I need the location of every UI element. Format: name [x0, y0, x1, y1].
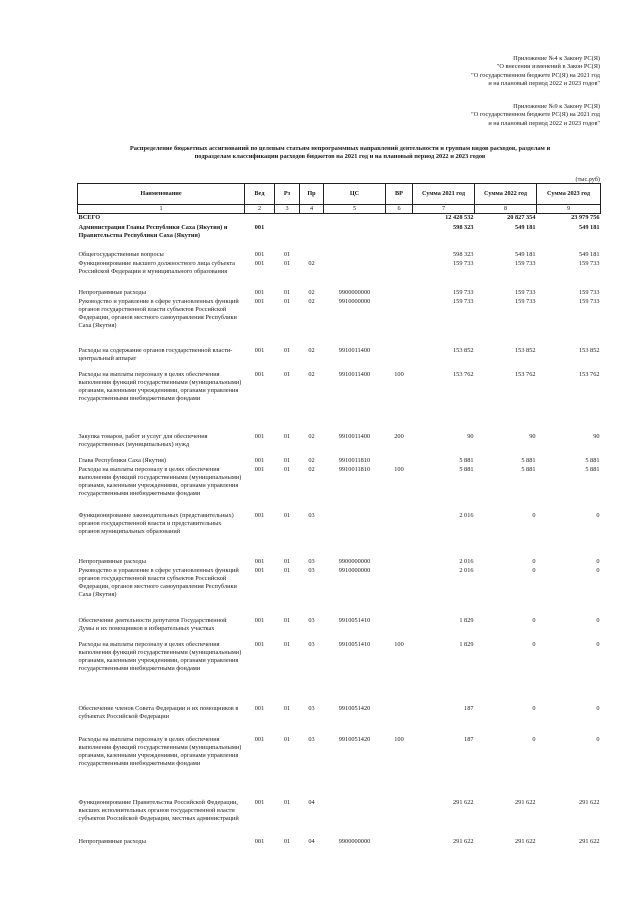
- row-vr-cell: [386, 617, 413, 641]
- row-vr-cell: [386, 224, 413, 251]
- col-number: 8: [475, 205, 537, 214]
- row-rz-cell: 01: [283, 735, 291, 743]
- row-name-cell: Расходы на выплаты персоналу в целях обеспечения выполнения функций государственными (муниципальными) органами, казенными учреждениями, органами управления государственными внебюджетными фондами: [78, 640, 242, 672]
- row-sum-2023-cell: 291 622: [579, 798, 600, 806]
- row-sum-2022-cell: 159 733: [515, 288, 536, 296]
- row-sum-2023-cell: 549 181: [579, 250, 600, 258]
- row-sum-2022-cell: 0: [532, 557, 536, 565]
- row-sum-2021-cell: 2 016: [459, 557, 474, 565]
- table-row: [78, 224, 601, 251]
- col-number: 9: [537, 205, 601, 214]
- col-number: 2: [245, 205, 275, 214]
- annex-line: "О государственном бюджете РС(Я) на 2021 год: [471, 111, 600, 119]
- row-vr-cell: [386, 251, 413, 260]
- row-pr-cell: [300, 251, 324, 260]
- row-ved-cell: 001: [254, 640, 265, 648]
- row-ved-cell: 001: [254, 557, 265, 565]
- row-rz-cell: 01: [283, 557, 291, 565]
- row-pr-cell: [300, 224, 324, 251]
- row-sum-2021-cell: 90: [467, 432, 474, 440]
- row-rz-cell: 01: [283, 250, 291, 258]
- row-name-cell: Расходы на содержание органов государственной власти- центральный аппарат: [78, 346, 233, 362]
- col-number: 4: [300, 205, 324, 214]
- table-row: [78, 736, 601, 799]
- row-sum-2022-cell: 0: [532, 616, 536, 624]
- row-pr-cell: 02: [308, 288, 315, 296]
- row-pr-cell: 02: [308, 259, 315, 267]
- table-row: [78, 512, 601, 558]
- row-name-cell: Общегосударственные вопросы: [78, 250, 164, 258]
- header-row: [78, 184, 601, 205]
- table-row: [78, 260, 601, 289]
- row-sum-2021-cell: 153 762: [453, 370, 474, 378]
- row-sum-2021-cell: 187: [464, 735, 474, 743]
- col-header-cs: ЦС: [324, 184, 386, 205]
- row-sum-2022-cell: 0: [532, 735, 536, 743]
- annex-line: и на плановый период 2022 и 2023 годов": [488, 80, 600, 88]
- row-ved-cell: 001: [254, 456, 265, 464]
- row-ved-cell: 001: [254, 704, 265, 712]
- row-cs-cell: 9910000000: [338, 297, 371, 305]
- table-row: [78, 567, 601, 617]
- row-sum-2023-cell: 0: [596, 566, 600, 574]
- row-ved-cell: 001: [254, 288, 265, 296]
- row-rz-cell: 01: [283, 704, 291, 712]
- row-vr-cell: [386, 214, 413, 224]
- row-cs-cell: [324, 799, 386, 838]
- table-row: [78, 371, 601, 433]
- row-rz-cell: 01: [283, 465, 291, 473]
- row-vr-cell: 200: [394, 432, 404, 440]
- annex-line: и на плановый период 2022 и 2023 годов": [488, 119, 600, 127]
- table-row: [78, 347, 601, 371]
- row-pr-cell: 03: [308, 640, 315, 648]
- row-sum-2021-cell: 291 622: [453, 837, 474, 845]
- row-sum-2022-cell: 5 881: [521, 465, 536, 473]
- row-pr-cell: 03: [308, 704, 315, 712]
- row-sum-2021-cell: 2 016: [459, 566, 474, 574]
- row-pr-cell: 03: [308, 557, 315, 565]
- row-sum-2022-cell: 90: [529, 432, 536, 440]
- annex-line: "О государственном бюджете РС(Я) на 2021 год: [471, 71, 600, 79]
- row-rz-cell: 01: [283, 346, 291, 354]
- row-sum-2022-cell: 291 622: [515, 837, 536, 845]
- row-cs-cell: 9900000000: [338, 288, 371, 296]
- row-ved-cell: 001: [254, 798, 265, 806]
- col-number: 7: [413, 205, 475, 214]
- row-vr-cell: [386, 289, 413, 298]
- row-pr-cell: 02: [308, 297, 315, 305]
- row-sum-2021-cell: 1 829: [459, 616, 474, 624]
- row-pr-cell: 04: [308, 837, 315, 845]
- row-name-cell: Руководство и управление в сфере установленных функций органов государственной власти субъектов Российской Федерации, органов местного самоуправления Республики Саха (Якутия): [78, 297, 239, 329]
- row-vr-cell: 100: [394, 735, 404, 743]
- row-vr-cell: [386, 347, 413, 371]
- row-rz-cell: [275, 214, 300, 224]
- row-rz-cell: 01: [283, 798, 291, 806]
- row-cs-cell: 9910011400: [338, 346, 371, 354]
- row-vr-cell: [386, 705, 413, 736]
- row-name-cell: Администрация Главы Республики Саха (Якутия) и Правительства Республики Саха (Якутия): [78, 223, 228, 239]
- row-cs-cell: [324, 251, 386, 260]
- annex-line: "О внесении изменений в Закон РС(Я): [496, 63, 600, 71]
- row-sum-2023-cell: 0: [596, 704, 600, 712]
- row-sum-2021-cell: 598 323: [453, 250, 474, 258]
- row-cs-cell: [324, 224, 386, 251]
- row-pr-cell: 02: [308, 432, 315, 440]
- row-vr-cell: 100: [394, 465, 404, 473]
- row-name-cell: Расходы на выплаты персоналу в целях обеспечения выполнения функций государственными (муниципальными) органами, казенными учреждениями, органами управления государственными внебюджетными фондами: [78, 735, 242, 767]
- column-number-row: [78, 205, 601, 214]
- row-sum-2023-cell: 0: [596, 616, 600, 624]
- row-ved-cell: 001: [254, 297, 265, 305]
- row-cs-cell: 9910000000: [338, 566, 371, 574]
- row-name-cell: Непрограммные расходы: [78, 837, 146, 845]
- row-sum-2022-cell: 0: [532, 566, 536, 574]
- table-row: [78, 214, 601, 224]
- row-sum-2022-cell: 153 762: [515, 370, 536, 378]
- row-pr-cell: [300, 214, 324, 224]
- table-row: [78, 298, 601, 347]
- row-ved-cell: 001: [254, 837, 265, 845]
- row-cs-cell: 9910051410: [338, 616, 371, 624]
- row-sum-2023-cell: 5 881: [585, 456, 600, 464]
- row-vr-cell: [386, 799, 413, 838]
- row-rz-cell: 01: [283, 640, 291, 648]
- row-name-cell: ВСЕГО: [78, 214, 101, 221]
- row-cs-cell: 9910051410: [338, 640, 371, 648]
- row-sum-2023-cell: 0: [596, 735, 600, 743]
- row-sum-2022-cell: 0: [532, 704, 536, 712]
- row-sum-2021-cell: 2 016: [459, 511, 474, 519]
- row-name-cell: Закупка товаров, работ и услуг для обеспечения государственных (муниципальных) нужд: [78, 432, 208, 448]
- annex-9-header: [471, 103, 600, 128]
- row-ved-cell: 001: [254, 346, 265, 354]
- row-rz-cell: [275, 224, 300, 251]
- row-name-cell: Расходы на выплаты персоналу в целях обеспечения выполнения функций государственными (муниципальными) органами, казенными учреждениями, органами управления государственными внебюджетными фондами: [78, 370, 242, 402]
- row-rz-cell: 01: [283, 511, 291, 519]
- row-sum-2022-cell: 5 881: [521, 456, 536, 464]
- col-header-vr: ВР: [386, 184, 413, 205]
- row-rz-cell: 01: [283, 259, 291, 267]
- row-vr-cell: [386, 260, 413, 289]
- row-sum-2023-cell: 0: [596, 511, 600, 519]
- row-sum-2021-cell: 159 733: [453, 288, 474, 296]
- budget-table: [77, 183, 601, 848]
- row-pr-cell: 03: [308, 566, 315, 574]
- row-cs-cell: 9900000000: [338, 837, 371, 845]
- row-cs-cell: [324, 214, 386, 224]
- col-header-rz: Рз: [275, 184, 300, 205]
- row-sum-2022-cell: 0: [532, 640, 536, 648]
- row-rz-cell: 01: [283, 837, 291, 845]
- row-sum-2021-cell: 1 829: [459, 640, 474, 648]
- document-title: [80, 145, 600, 162]
- col-header-sum-2023: Сумма 2023 год: [537, 184, 601, 205]
- row-vr-cell: [386, 838, 413, 848]
- row-sum-2021-cell: 159 733: [453, 259, 474, 267]
- row-pr-cell: 02: [308, 370, 315, 378]
- row-name-cell: Глава Республики Саха (Якутия): [78, 456, 166, 464]
- row-sum-2021-cell: 291 622: [453, 798, 474, 806]
- table-row: [78, 799, 601, 838]
- row-name-cell: Функционирование законодательных (представительных) органов государственной власти и представительных органов муниципальных образований: [78, 511, 234, 535]
- row-vr-cell: [386, 298, 413, 347]
- table-row: [78, 705, 601, 736]
- col-header-ved: Вед: [245, 184, 275, 205]
- row-name-cell: Руководство и управление в сфере установленных функций органов государственной власти субъектов Российской Федерации, органов местного самоуправления Республики Саха (Якутия): [78, 566, 239, 598]
- row-vr-cell: 100: [394, 370, 404, 378]
- annex-line: Приложение №9 к Закону РС(Я): [513, 103, 600, 110]
- row-name-cell: Обеспечение членов Совета Федерации и их помощников в субъектах Российской Федерации: [78, 704, 239, 720]
- row-sum-2023-cell: 5 881: [585, 465, 600, 473]
- row-name-cell: Непрограммные расходы: [78, 288, 146, 296]
- table-row: [78, 466, 601, 512]
- row-name-cell: Функционирование высшего должностного лица субъекта Российской Федерации и муниципального образования: [78, 259, 235, 275]
- row-name-cell: Обеспечение деятельности депутатов Государственной Думы и их помощников в избирательных участках: [78, 616, 227, 632]
- row-cs-cell: 9910051420: [338, 735, 371, 743]
- row-cs-cell: [324, 512, 386, 558]
- row-sum-2023-cell: 159 733: [579, 297, 600, 305]
- row-ved-cell: 001: [254, 432, 265, 440]
- row-name-cell: Функционирование Правительства Российской Федерации, высших исполнительных органов государственной власти субъектов Российской Федерации, местных администраций: [78, 798, 239, 822]
- row-sum-2021-cell: 598 323: [453, 223, 474, 231]
- table-row: [78, 838, 601, 848]
- row-pr-cell: 02: [308, 465, 315, 473]
- col-number: 6: [386, 205, 413, 214]
- row-ved-cell: 001: [254, 223, 265, 231]
- table-body: [78, 214, 601, 848]
- row-sum-2021-cell: 187: [464, 704, 474, 712]
- row-vr-cell: 100: [394, 640, 404, 648]
- row-sum-2022-cell: 549 181: [515, 250, 536, 258]
- row-sum-2021-cell: 12 428 532: [445, 214, 474, 221]
- row-ved-cell: 001: [254, 465, 265, 473]
- row-vr-cell: [386, 457, 413, 466]
- row-cs-cell: [324, 260, 386, 289]
- row-sum-2022-cell: 159 733: [515, 259, 536, 267]
- row-ved-cell: 001: [254, 259, 265, 267]
- row-sum-2023-cell: 23 979 756: [571, 214, 600, 221]
- row-rz-cell: 01: [283, 297, 291, 305]
- row-sum-2023-cell: 153 852: [579, 346, 600, 354]
- row-sum-2022-cell: 549 181: [515, 223, 536, 231]
- row-cs-cell: 9910011810: [338, 465, 371, 473]
- annex-4-header: [471, 55, 600, 89]
- row-sum-2022-cell: 153 852: [515, 346, 536, 354]
- col-number: 3: [275, 205, 300, 214]
- row-sum-2023-cell: 549 181: [579, 223, 600, 231]
- col-number: 5: [324, 205, 386, 214]
- row-sum-2023-cell: 90: [593, 432, 600, 440]
- unit-label: (тыс.руб): [575, 176, 600, 183]
- row-sum-2021-cell: 5 881: [459, 456, 474, 464]
- table-row: [78, 433, 601, 457]
- row-sum-2023-cell: 0: [596, 557, 600, 565]
- col-header-sum-2021: Сумма 2021 год: [413, 184, 475, 205]
- row-sum-2022-cell: 20 827 354: [507, 214, 536, 221]
- row-pr-cell: 03: [308, 735, 315, 743]
- row-sum-2022-cell: 159 733: [515, 297, 536, 305]
- col-header-sum-2022: Сумма 2022 год: [475, 184, 537, 205]
- row-ved-cell: [245, 214, 275, 224]
- row-sum-2021-cell: 5 881: [459, 465, 474, 473]
- table-row: [78, 251, 601, 260]
- col-header-name: Наименование: [78, 184, 245, 205]
- row-ved-cell: 001: [254, 370, 265, 378]
- row-ved-cell: 001: [254, 511, 265, 519]
- title-line: Распределение бюджетных ассигнований по целевым статьям непрограммных направлений деятельности и группам видов расходов, разделам и: [129, 145, 551, 152]
- row-ved-cell: 001: [254, 566, 265, 574]
- row-sum-2023-cell: 291 622: [579, 837, 600, 845]
- row-vr-cell: [386, 567, 413, 617]
- table-row: [78, 289, 601, 298]
- row-rz-cell: 01: [283, 566, 291, 574]
- row-cs-cell: 9910051420: [338, 704, 371, 712]
- row-cs-cell: 9900000000: [338, 557, 371, 565]
- row-ved-cell: 001: [254, 616, 265, 624]
- row-sum-2022-cell: 291 622: [515, 798, 536, 806]
- row-sum-2021-cell: 159 733: [453, 297, 474, 305]
- row-name-cell: Расходы на выплаты персоналу в целях обеспечения выполнения функций государственными (муниципальными) органами, казенными учреждениями, органами управления государственными внебюджетными фондами: [78, 465, 242, 497]
- row-rz-cell: 01: [283, 456, 291, 464]
- row-sum-2022-cell: 0: [532, 511, 536, 519]
- row-sum-2023-cell: 153 762: [579, 370, 600, 378]
- row-cs-cell: 9910011810: [338, 456, 371, 464]
- col-number: 1: [78, 205, 245, 214]
- row-pr-cell: 03: [308, 511, 315, 519]
- row-rz-cell: 01: [283, 616, 291, 624]
- row-pr-cell: 02: [308, 346, 315, 354]
- row-rz-cell: 01: [283, 288, 291, 296]
- table-row: [78, 457, 601, 466]
- row-name-cell: Непрограммные расходы: [78, 557, 146, 565]
- annex-line: Приложение №4 к Закону РС(Я): [513, 55, 600, 62]
- table-row: [78, 641, 601, 705]
- row-sum-2023-cell: 159 733: [579, 259, 600, 267]
- row-sum-2023-cell: 0: [596, 640, 600, 648]
- row-vr-cell: [386, 512, 413, 558]
- row-rz-cell: 01: [283, 370, 291, 378]
- row-pr-cell: 03: [308, 616, 315, 624]
- row-vr-cell: [386, 558, 413, 567]
- title-line: подразделам классификации расходов бюджетов на 2021 год и на плановый период 2022 и 2023 годов: [194, 153, 486, 161]
- row-cs-cell: 9910011400: [338, 370, 371, 378]
- row-pr-cell: 02: [308, 456, 315, 464]
- row-sum-2021-cell: 153 852: [453, 346, 474, 354]
- row-pr-cell: 04: [308, 798, 315, 806]
- row-ved-cell: 001: [254, 250, 265, 258]
- row-rz-cell: 01: [283, 432, 291, 440]
- table-row: [78, 558, 601, 567]
- col-header-pr: Пр: [300, 184, 324, 205]
- row-sum-2023-cell: 159 733: [579, 288, 600, 296]
- table-row: [78, 617, 601, 641]
- row-cs-cell: 9910011400: [338, 432, 371, 440]
- row-ved-cell: 001: [254, 735, 265, 743]
